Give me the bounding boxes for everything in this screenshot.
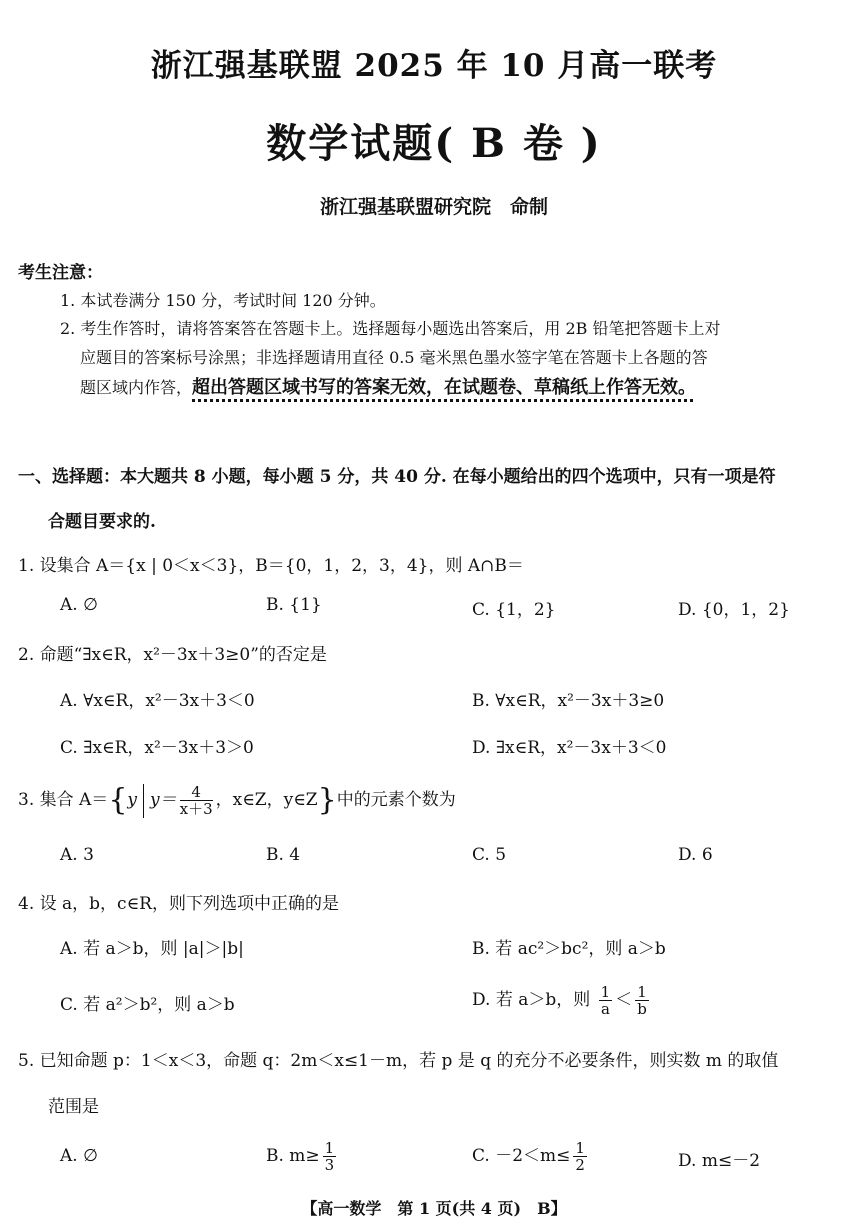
q5-option-c [472,1136,590,1176]
q2-option-d: D. ∃x∈R，x²－3x＋3＜0 [472,738,667,758]
section-heading-line-1: 一、选择题：本大题共 8 小题，每小题 5 分，共 40 分. 在每小题给出的四个选项中，只有一项是符 [18,467,776,487]
notice-item-1: 1. 本试卷满分 150 分，考试时间 120 分钟。 [60,291,386,310]
q5-option-a: A. ∅ [60,1146,98,1166]
q1-option-d: D. {0，1，2} [678,600,790,620]
q3-option-a: A. 3 [60,845,94,865]
numerator: 1 [324,1138,335,1157]
q1-option-a: A. ∅ [60,595,98,615]
q4-option-d [472,980,652,1020]
notice-item-2-line-3 [80,373,696,399]
denominator: 3 [324,1156,335,1174]
q3-option-b: B. 4 [266,845,301,865]
q5-c-fraction [573,1140,587,1174]
set-bar [143,784,144,818]
q5-option-b [266,1136,339,1176]
numerator: 1 [600,982,611,1001]
q4-d-prefix: D. 若 a＞b，则 [472,990,591,1010]
q3-eq: y＝ [150,790,177,810]
exam-author: 浙江强基联盟研究院 命制 [319,196,548,218]
right-brace: } [317,782,337,818]
numerator: 1 [575,1138,585,1157]
q4-d-fraction-2 [635,984,649,1018]
left-brace: { [108,782,128,818]
notice-emphasis: 超出答题区域书写的答案无效，在试题卷、草稿纸上作答无效。 [192,377,697,398]
notice-item-2-line-1: 2. 考生作答时，请将答案答在答题卡上。选择题每小题选出答案后，用 2B 铅笔把答题卡上对 [60,319,721,338]
q3-option-d: D. 6 [678,845,713,865]
denominator: b [637,1000,647,1018]
question-5-stem-line-1: 5. 已知命题 p：1＜x＜3，命题 q：2m＜x≤1－m，若 p 是 q 的充分不必要条件，则实数 m 的取值 [18,1051,779,1071]
exam-subtitle: 数学试题( B 卷 ) [266,120,602,167]
section-heading-line-2: 合题目要求的. [48,512,156,532]
q3-suffix: 中的元素个数为 [336,790,456,810]
q2-option-a: A. ∀x∈R，x²－3x＋3＜0 [60,691,255,711]
q5-c-prefix: C. －2＜m≤ [472,1146,571,1166]
question-1-stem: 1. 设集合 A＝{x | 0＜x＜3}，B＝{0，1，2，3，4}，则 A∩B＝ [18,556,524,576]
numerator: 1 [637,982,647,1001]
notice-heading: 考生注意： [18,263,103,283]
q2-option-b: B. ∀x∈R，x²－3x＋3≥0 [472,691,665,711]
q4-option-c: C. 若 a²＞b²，则 a＞b [60,995,235,1015]
q1-option-b: B. {1} [266,595,322,615]
notice-text: 题区域内作答， [80,378,193,397]
page-footer: 【高一数学 第 1 页(共 4 页) B】 [301,1199,567,1218]
q3-var: y [127,790,138,810]
q3-denominator: x＋3 [179,800,213,818]
q3-numerator: 4 [180,784,213,802]
question-3-stem [18,780,456,820]
denominator: 2 [575,1156,585,1174]
q5-option-d: D. m≤－2 [678,1151,761,1171]
notice-item-2-line-2: 应题目的答案标号涂黑；非选择题请用直径 0.5 毫米黑色墨水签字笔在答题卡上各题的答 [80,348,708,367]
question-2-stem: 2. 命题“∃x∈R，x²－3x＋3≥0”的否定是 [18,645,327,665]
q4-d-fraction-1 [599,984,613,1018]
q5-b-fraction [323,1140,337,1174]
denominator: a [600,1000,610,1018]
q3-prefix: 3. 集合 A＝ [18,790,109,810]
q3-option-c: C. 5 [472,845,507,865]
q4-option-b: B. 若 ac²＞bc²，则 a＞b [472,939,666,959]
q3-fraction [180,784,213,818]
q2-option-c: C. ∃x∈R，x²－3x＋3＞0 [60,738,254,758]
question-4-stem: 4. 设 a，b，c∈R，则下列选项中正确的是 [18,894,339,914]
question-5-stem-line-2: 范围是 [48,1097,99,1117]
exam-title: 浙江强基联盟 2025 年 10 月高一联考 [150,48,718,84]
q5-b-prefix: B. m≥ [266,1146,320,1166]
q1-option-c: C. {1，2} [472,600,556,620]
less-than: ＜ [615,990,633,1010]
q3-condition: ，x∈Z，y∈Z [215,790,318,810]
q4-option-a: A. 若 a＞b，则 |a|＞|b| [60,939,244,959]
